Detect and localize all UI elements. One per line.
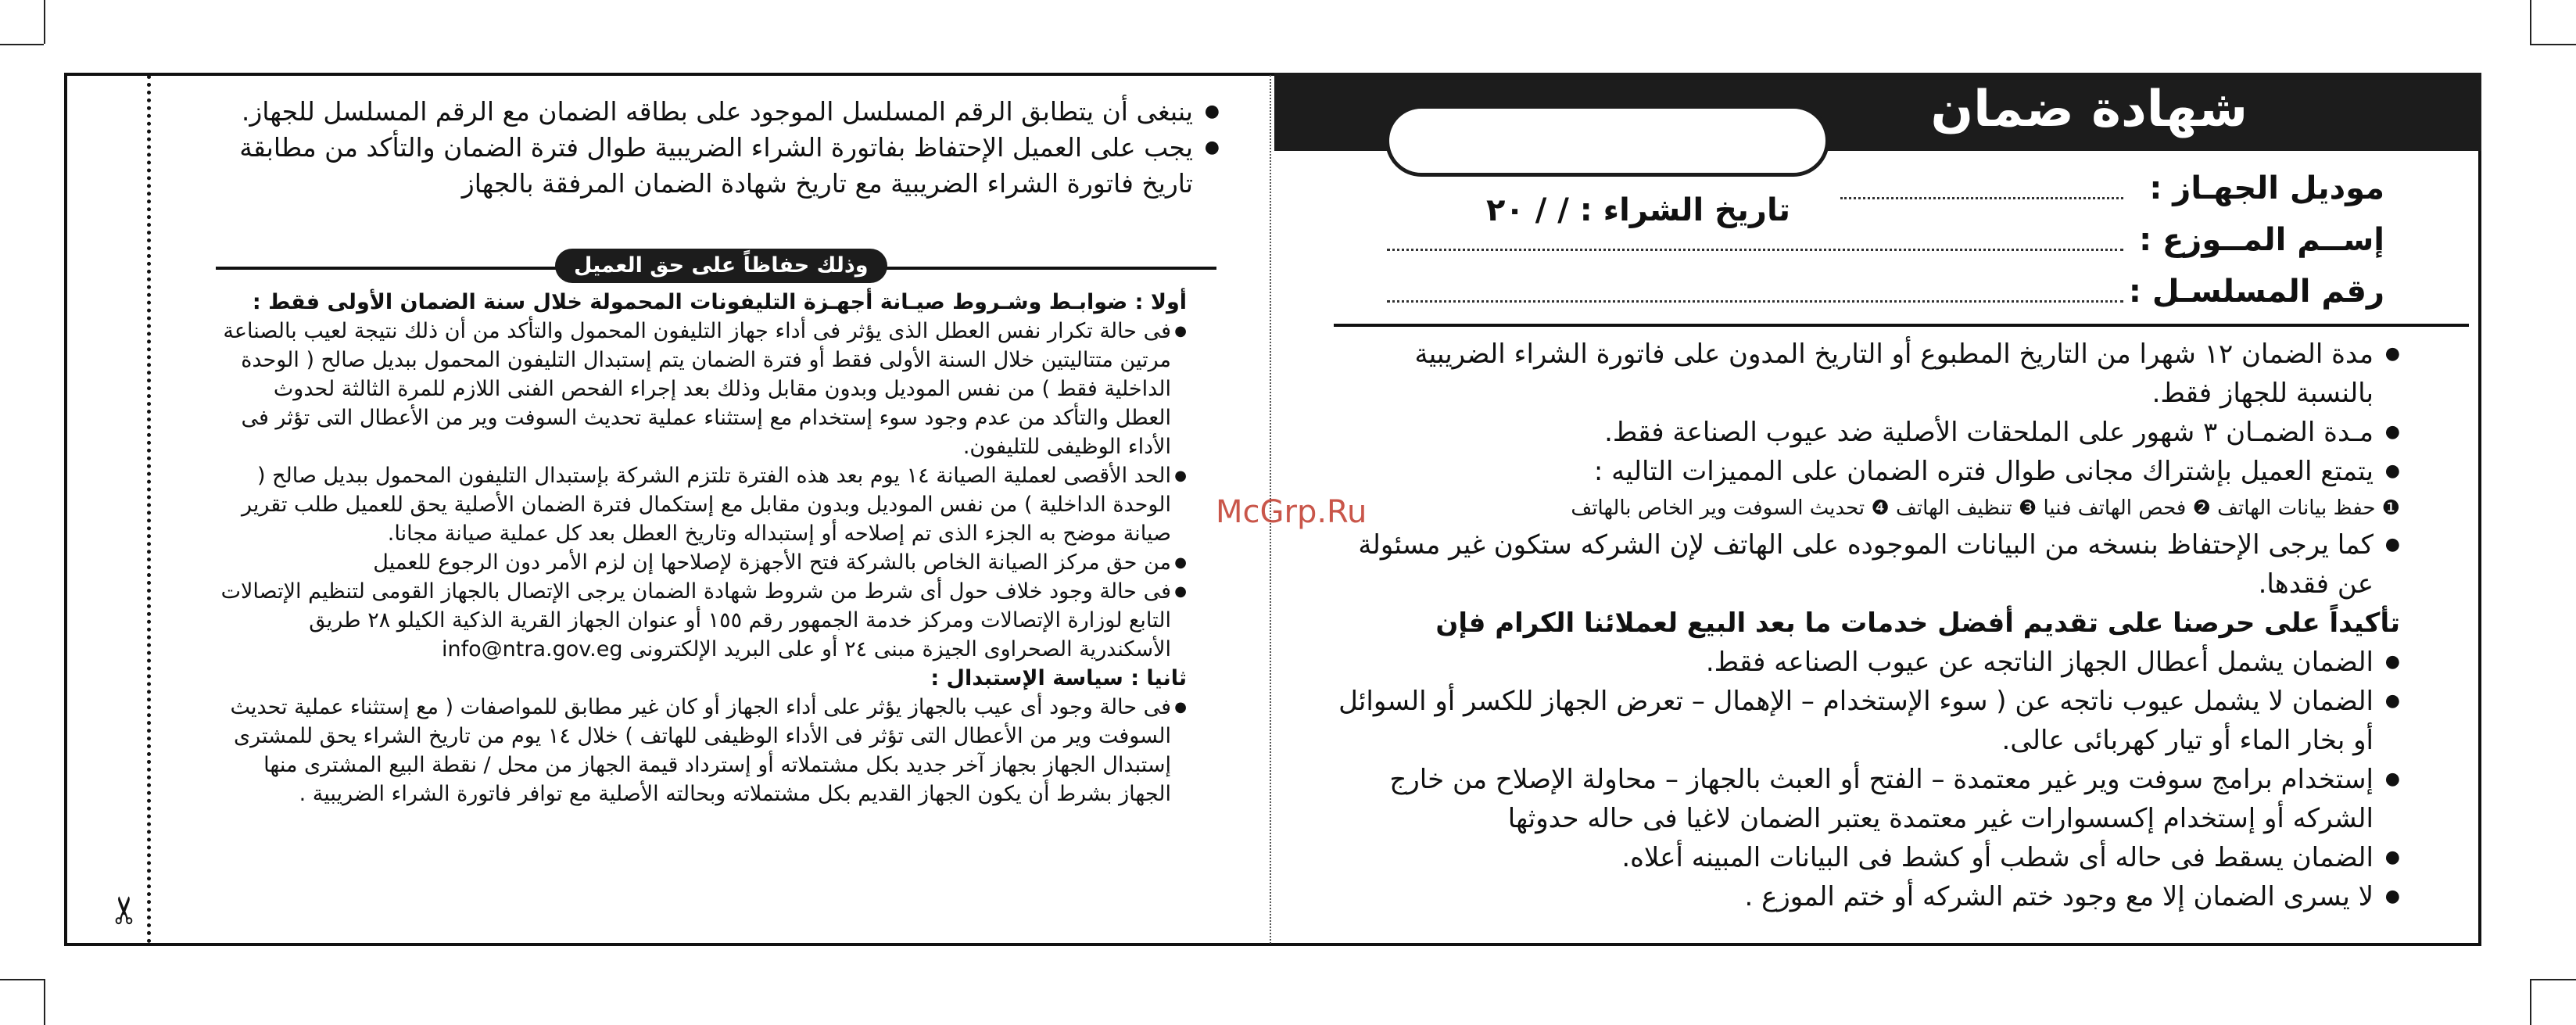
list-item: ● فى حالة وجود خلاف حول أى شرط من شروط شهادة الضمان يرجى الإتصال بالجهاز القومى لتنظيم الإتصالات التابع لوزارة الإتصالات ومركز خدمة الجمهور رقم ١٥٥ أو عنوان الجهاز القرية الذكية الكيلو ٢٨ طريق الأسكندرية الصحراوى الجيزة مبنى ٢٤ أو على البريد الإلكترونى info@ntra.gov.eg <box>220 577 1187 664</box>
list-item: ● من حق مركز الصيانة الخاص بالشركة فتح الأجهزة لإصلاحها إن لزم الأمر دون الرجوع للعميل <box>220 548 1187 577</box>
crop-mark <box>44 979 45 1025</box>
field-label-model: موديل الجهـاز : <box>2149 170 2384 206</box>
maintenance-terms <box>220 288 1187 808</box>
field-label-distributor: إســم المــوزع : <box>2139 222 2384 258</box>
section-divider <box>1334 324 2469 327</box>
field-line-distributor <box>1387 249 2123 251</box>
list-item: ● الضمان يسقط فى حاله أى شطب أو كشط فى البيانات المبينه أعلاه. <box>1337 838 2400 877</box>
list-item: ● فى حالة وجود أى عيب بالجهاز يؤثر على أداء الجهاز أو كان غير مطابق للمواصفات ( مع إستثناء عملية تحديث السوفت وير من الأعطال التى تؤثر فى الأداء الوظيفى للهاتف ) خلال ١٤ يوم من تاريخ الشراء يحق للمشترى إستبدال الجهاز بجهاز آخر جديد بكل مشتملاته أو إسترداد قيمة الجهاز من محل / نقطة البيع المشترى منها الجهاز بشرط أن يكون الجهاز القديم بكل مشتملاته وبحالته الأصلية مع توافر فاتورة الشراء الضريبية . <box>220 693 1187 808</box>
list-item: ● مدة الضمان ١٢ شهرا من التاريخ المطبوع أو التاريخ المدون على فاتورة الشراء الضريبية بالنسبة للجهاز فقط. <box>1337 335 2400 413</box>
crop-mark <box>44 0 45 44</box>
crop-mark <box>2530 44 2576 45</box>
warranty-terms-list <box>1337 335 2400 916</box>
field-label-serial: رقم المسلسـل : <box>2128 274 2384 310</box>
list-item: ● الضمان لا يشمل عيوب ناتجه عن ( سوء الإستخدام – الإهمال – تعرض الجهاز للكسر أو السوائل أو بخار الماء أو تيار كهربائى عالى. <box>1337 682 2400 760</box>
customer-rights-badge: وذلك حفاظاً على حق العميل <box>555 249 887 283</box>
page-title: شهادة ضمان <box>1930 81 2248 138</box>
section-heading: أولا : ضوابـط وشـروط صيـانة أجهـزة التليفونات المحمولة خلال سنة الضمان الأولى فقط : <box>252 290 1187 314</box>
list-item: ● يتمتع العميل بإشتراك مجانى طوال فتره الضمان على المميزات التاليه : <box>1337 452 2400 491</box>
list-item: ● مـدة الضمـان ٣ شهور على الملحقات الأصلية ضد عيوب الصناعة فقط. <box>1337 413 2400 452</box>
crop-mark <box>0 44 44 45</box>
list-item: ● إستخدام برامج سوفت وير غير معتمدة – الفتح أو العبث بالجهاز – محاولة الإصلاح من خارج الشركه أو إستخدام إكسسوارات غير معتمدة يعتبر الضمان لاغيا فى حاله حدوثها <box>1337 760 2400 838</box>
cut-line <box>147 75 151 944</box>
list-item: ● لا يسرى الضمان إلا مع وجود ختم الشركه أو ختم الموزع . <box>1337 877 2400 916</box>
list-item: ● الحد الأقصى لعملية الصيانة ١٤ يوم بعد هذه الفترة تلتزم الشركة بإستبدال التليفون المحمول ببديل صالح ( الوحدة الداخلية ) من نفس الموديل وبدون مقابل مع إستكمال فترة الضمان الأصلية يحق للعميل طلب تقرير صيانة موضح به الجزء الذى تم إصلاحه أو إستبداله وتاريخ العطل بعد كل عملية صيانة مجانا. <box>220 461 1187 548</box>
crop-mark <box>2530 0 2531 44</box>
crop-mark <box>2530 979 2576 980</box>
list-item: ● الضمان يشمل أعطال الجهاز الناتجه عن عيوب الصناعه فقط. <box>1337 643 2400 682</box>
left-intro <box>203 94 1220 202</box>
list-item: ● فى حالة تكرار نفس العطل الذى يؤثر فى أداء جهاز التليفون المحمول والتأكد من أن ذلك نتيجة لعيب بالصناعة مرتين متتاليتين خلال السنة الأولى فقط أو فترة الضمان يتم إستبدال التليفون المحمول ببديل صالح ( الوحدة الداخلية فقط ) من نفس الموديل وبدون مقابل وذلك بعد إجراء الفحص الفنى اللازم للمرة الثالثة لحدوث العطل والتأكد من عدم وجود سوء إستخدام مع إستثناء عملية تحديث السوفت وير من الأعطال التى تؤثر فى الأداء الوظيفى للتليفون. <box>220 317 1187 461</box>
serial-sticker-box <box>1385 105 1829 177</box>
watermark: McGrp.Ru <box>1216 494 1367 530</box>
list-item: ● كما يرجى الإحتفاظ بنسخه من البيانات الموجوده على الهاتف لإن الشركه ستكون غير مسئولة عن فقدها. <box>1337 525 2400 604</box>
list-item: ❶ حفظ بيانات الهاتف ❷ فحص الهاتف فنيا ❸ تنظيف الهاتف ❹ تحديث السوفت وير الخاص بالهاتف <box>1571 496 2400 520</box>
purchase-date-label: تاريخ الشراء : / / ٢٠ <box>1485 192 1790 228</box>
crop-mark <box>0 979 44 980</box>
section-heading: ثانيا : سياسة الإستبدال : <box>930 666 1187 690</box>
list-item: تأكيداً على حرصنا على تقديم أفضل خدمات ما بعد البيع لعملائنا الكرام فإن <box>1435 607 2400 639</box>
list-item: ● ينبغى أن يتطابق الرقم المسلسل الموجود على بطاقه الضمان مع الرقم المسلسل للجهاز. <box>203 94 1220 130</box>
scissors-icon: ✂ <box>103 894 148 926</box>
field-line-model <box>1840 197 2123 199</box>
field-line-serial <box>1387 300 2123 303</box>
crop-mark <box>2530 979 2531 1025</box>
list-item: ● يجب على العميل الإحتفاظ بفاتورة الشراء الضريبية طوال فترة الضمان والتأكد من مطابقة تاريخ فاتورة الشراء الضريبية مع تاريخ شهادة الضمان المرفقة بالجهاز <box>203 130 1220 202</box>
